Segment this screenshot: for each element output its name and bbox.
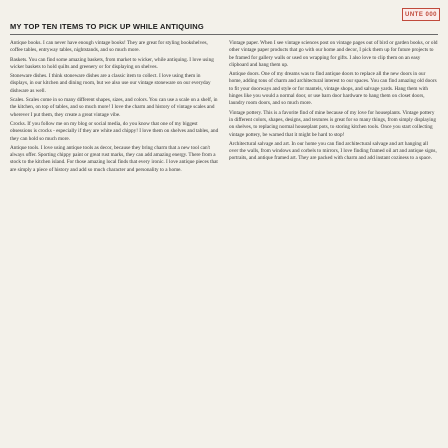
paragraph-vintage-pottery: Vintage pottery. This is a favorite find of mine because of my love for houseplants. Vintage pottery in different colors, shapes, designs, and textures is great for so many things, from simply displaying on shelves, to replacing normal houseplant pots, to storing kitchen tools. Once you start collecting vintage pottery, be warned that it might be hard to stop!	[229, 109, 436, 138]
left-column	[10, 40, 219, 442]
corner-badge: UNTE 000	[402, 8, 440, 21]
paragraph-stoneware: Stoneware dishes. I think stoneware dishes are a classic item to collect. I love using them in displays, in our kitchen and dining room, but we also use our vintage stoneware on our everyday dishware as well.	[10, 73, 211, 94]
paragraph-scales: Scales. Scales come in so many different shapes, sizes, and colors. You can use a scale on a shelf, in the kitchen, on top of tables, and so much more! I love the charm and history of vintage scales and wherever I put them, they create a great vintage vibe.	[10, 97, 218, 118]
paragraph-antique-books: Antique books. I can never have enough vintage books! They are great for styling bookshelves, coffee tables, entryway tables, nightstands, and so much more.	[10, 40, 208, 54]
paragraph-vintage-paper: Vintage paper. When I see vintage sciences post on vintage pages out of bird or garden books, or old other vintage paper products that go with our home and decor, I pick them up for future projects to be framed for gallery walls or used on wrapping for gifts. I also love to clip them on an easy clipboard and hang them up.	[229, 40, 438, 68]
page-title: MY TOP TEN ITEMS TO PICK UP WHILE ANTIQUING	[10, 22, 438, 35]
paragraph-antique-tools: Antique tools. I love using antique tools as decor, because they bring charm that a new tool can't always offer. Sporting chippy paint or great rust marks, they can add amazing energy. There from a stock to the kitchen island. For those amazing local finds that every ironic. I love antique pieces that are simply a piece of history and add so much character and personality to a home.	[10, 144, 218, 173]
right-column	[229, 40, 438, 442]
paragraph-crocks: Crocks. If you follow me on my blog or social media, do you know that one of my biggest obsessions is crocks - especially if they are white and chippy! I love them on shelves and tables, and they can hold so much more.	[10, 120, 219, 142]
article-columns	[10, 40, 438, 442]
paragraph-architectural-salvage: Architectural salvage and art. In our home you can find architectural salvage and art hanging all over the walls, from windows and corbels to mirrors, I love finding framed oil art and antique signs, portraits, and antique framed art. They are packed with charm and add instant coziness to a space.	[229, 140, 437, 162]
paragraph-antique-doors: Antique doors. One of my dreams was to find antique doors to replace all the new doors in our home, adding tons of charm and architectural interest to our spaces. You can find amazing old doors to fit your doorways and style or for mantels, vintage shops, and salvage yards. Hang them with hinges like you would a normal door, or use barn door hardware to hang them on closet doors, laundry room doors, and so much more.	[229, 71, 437, 107]
paragraph-baskets: Baskets. You can find some amazing baskets, from market to wicker, while antiquing. I love using wicker baskets to hold quilts and greenery or for displaying on shelves.	[10, 56, 214, 70]
